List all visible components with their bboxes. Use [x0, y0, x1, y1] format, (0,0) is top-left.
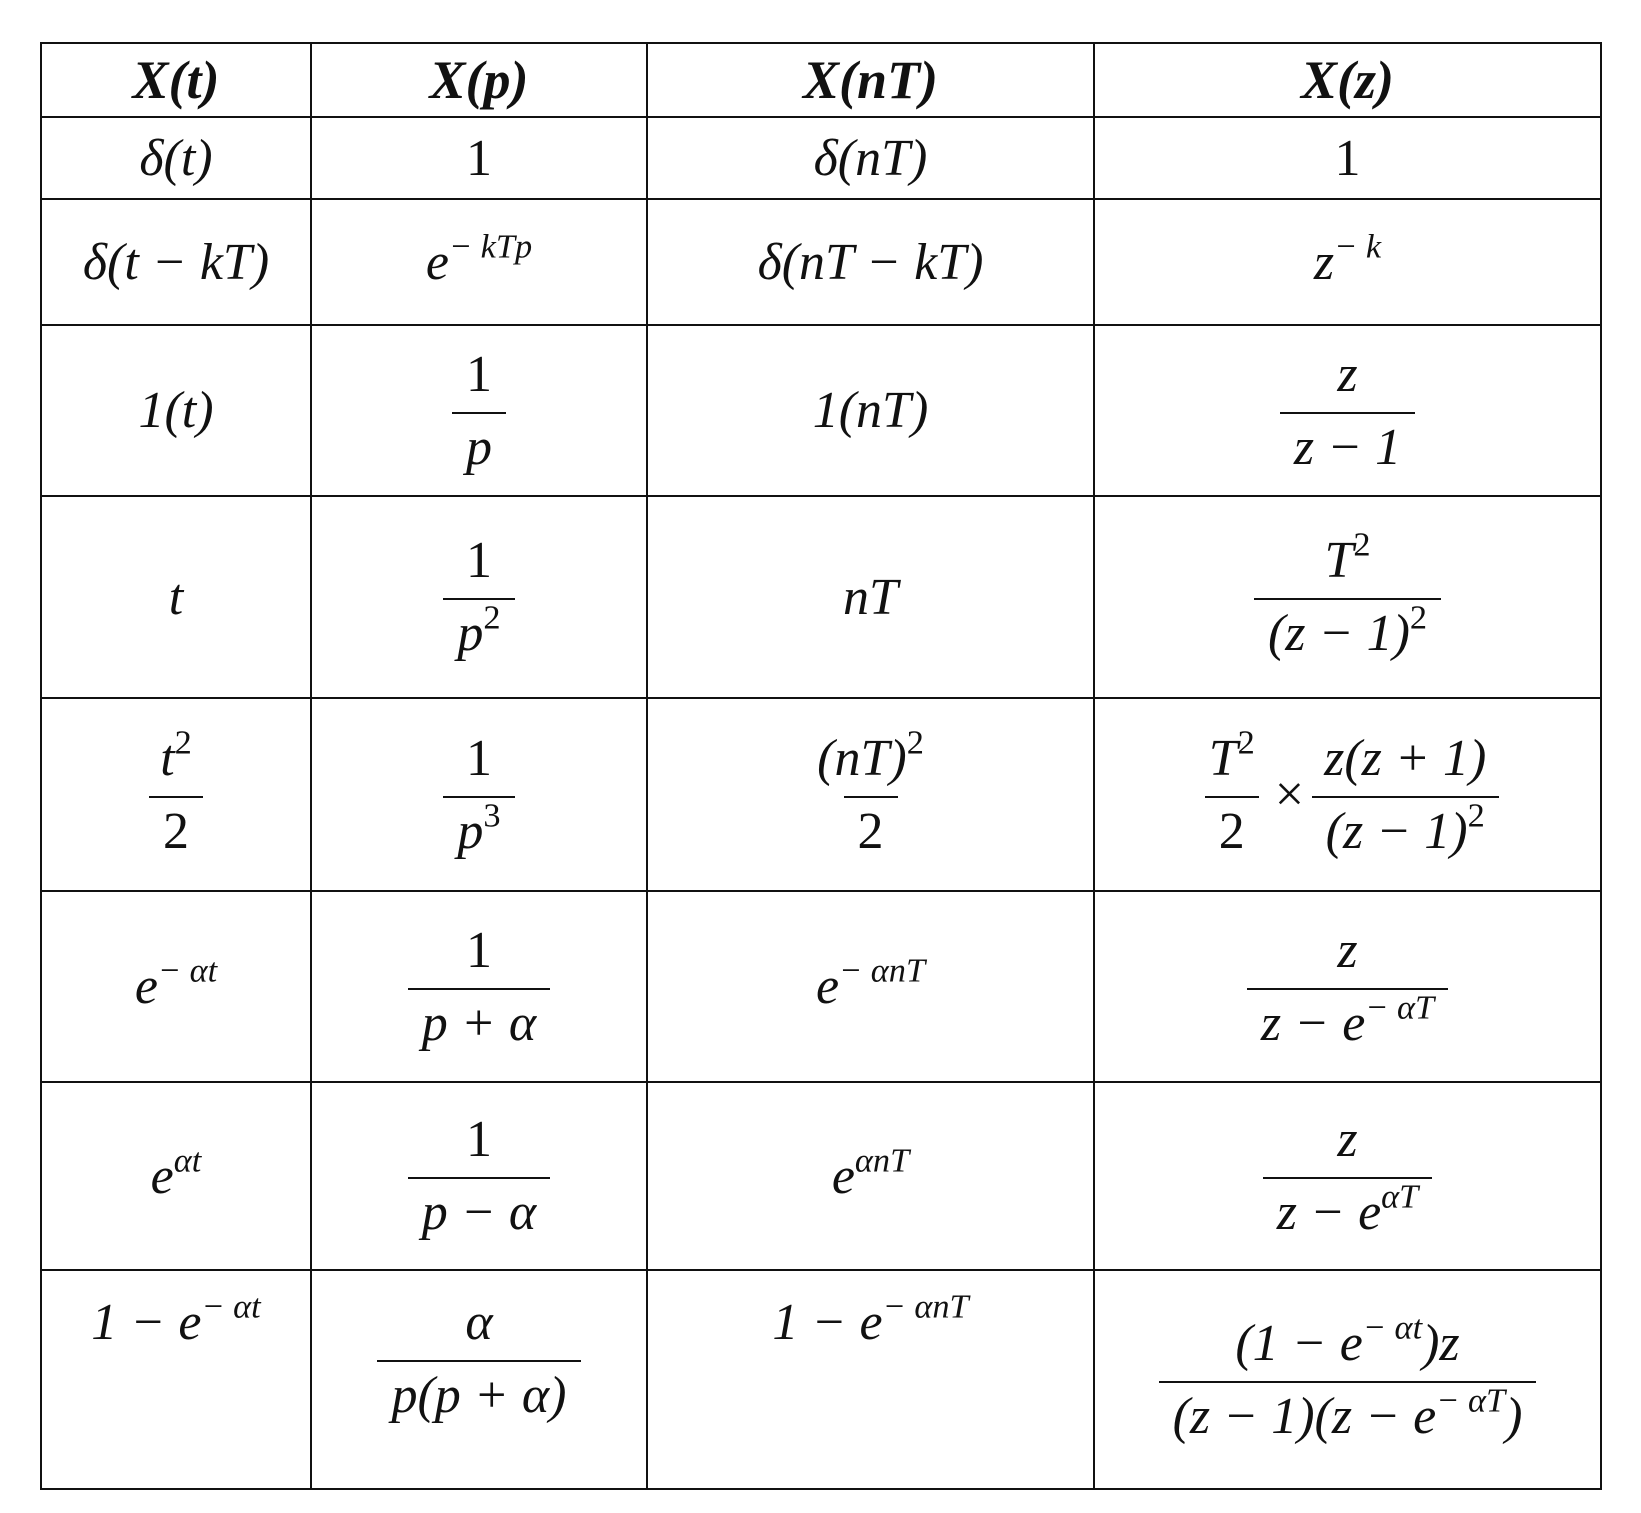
row7-xz-numerator: z [1337, 1111, 1358, 1168]
row5-xt-num-base: t [160, 729, 175, 787]
row2-xp-exponent: − kTp [448, 227, 533, 266]
row3-xnt [648, 326, 1095, 497]
row4-xp-denominator [443, 598, 514, 663]
row8-xz-den-part-b: ) [1505, 1387, 1523, 1445]
row2-xnt-value: δ(nT − kT) [757, 233, 984, 291]
row6-xz-denominator [1247, 988, 1448, 1053]
row2-xt-value: δ(t − kT) [82, 233, 270, 291]
row4-xt-value: t [168, 568, 184, 626]
row6-xnt-exponent: − αnT [839, 951, 926, 990]
row5-xnt-num-exponent: 2 [906, 723, 924, 762]
row1-xt [42, 118, 312, 200]
row2-xt [42, 200, 312, 326]
row8-xz [1095, 1271, 1600, 1488]
row8-xnt-exponent: − αnT [882, 1287, 969, 1326]
row5-xt-numerator [146, 723, 206, 788]
row3-xz [1095, 326, 1600, 497]
row7-xnt-exponent: αnT [854, 1141, 910, 1180]
row8-xt-expr [91, 1287, 261, 1352]
row3-xz-numerator: z [1337, 345, 1358, 403]
header-xt-label: X(t) [132, 50, 220, 110]
row6-xz-numerator: z [1337, 921, 1358, 979]
row2-xnt [648, 200, 1095, 326]
row6-xt-base: e [134, 958, 158, 1015]
row5-xz-f2-numerator: z(z + 1) [1324, 729, 1487, 787]
header-xz-label: X(z) [1301, 50, 1394, 110]
row5-xp-den-exponent: 3 [483, 796, 501, 835]
row2-xz-expr [1313, 227, 1382, 292]
row8-xz-denominator [1159, 1381, 1537, 1446]
row5-xz-f1-numerator [1195, 723, 1269, 788]
row8-xnt-expr [772, 1287, 969, 1352]
row5-xz-f2-den-base: (z − 1) [1325, 802, 1468, 860]
row1-xz-value: 1 [1334, 129, 1361, 187]
row7-xp-fraction [408, 1110, 550, 1242]
row5-xp [312, 699, 648, 892]
row4-xp [312, 497, 648, 699]
row4-xz-den-base: (z − 1) [1267, 605, 1410, 662]
row8-xp [312, 1271, 648, 1488]
row8-xt-exponent: − αt [201, 1287, 261, 1326]
row6-xp-fraction [408, 921, 550, 1053]
row5-xp-fraction [443, 729, 514, 861]
row1-xnt [648, 118, 1095, 200]
row5-xp-numerator: 1 [466, 729, 492, 787]
row5-xz-f1-num-exponent: 2 [1237, 723, 1255, 762]
row8-xnt [648, 1271, 1095, 1488]
row8-xt-base: 1 − e [91, 1294, 202, 1351]
row5-xz-f1-denominator: 2 [1205, 796, 1259, 861]
row4-xz-den-exponent: 2 [1409, 598, 1428, 637]
row4-xz-numerator [1310, 525, 1384, 590]
row2-xp-expr [425, 227, 533, 292]
row7-xt-base: e [150, 1147, 174, 1205]
row4-xz-fraction [1254, 525, 1441, 663]
row6-xz-fraction [1247, 921, 1448, 1053]
row5-xp-denominator [443, 796, 514, 861]
row6-xt-exponent: − αt [157, 951, 218, 990]
row7-xp-denominator: p − α [408, 1177, 550, 1242]
row7-xz-denominator [1263, 1177, 1433, 1242]
row5-xz-fraction-1 [1195, 723, 1269, 861]
row8-xz-den-exponent: − αT [1436, 1381, 1506, 1420]
row2-xz [1095, 200, 1600, 326]
row3-xt-value: 1(t) [138, 382, 214, 439]
row6-xt [42, 892, 312, 1083]
row7-xt-expr [150, 1141, 202, 1206]
row5-xz-f2-den-exponent: 2 [1467, 796, 1485, 835]
header-xp-label: X(p) [429, 50, 529, 110]
row5-xt-fraction [146, 723, 206, 861]
row4-xnt-value: nT [843, 568, 898, 626]
row6-xnt-expr [815, 951, 926, 1016]
row5-xnt-num-base: (nT) [817, 729, 907, 787]
row1-xz [1095, 118, 1600, 200]
row7-xnt [648, 1083, 1095, 1271]
row1-xnt-value: δ(nT) [813, 129, 928, 187]
row4-xt [42, 497, 312, 699]
row6-xnt [648, 892, 1095, 1083]
row7-xt [42, 1083, 312, 1271]
row4-xp-den-base: p [457, 605, 484, 662]
multiply-sign: × [1274, 766, 1305, 823]
row7-xp [312, 1083, 648, 1271]
row1-xp [312, 118, 648, 200]
row5-xz-f2-denominator [1312, 796, 1499, 861]
row4-xz-denominator [1254, 598, 1441, 663]
row8-xp-denominator: p(p + α) [377, 1360, 580, 1425]
header-xnt [648, 44, 1095, 118]
row5-xz [1095, 699, 1600, 892]
row7-xp-numerator: 1 [465, 1111, 492, 1168]
row4-xp-fraction [443, 531, 514, 663]
row4-xp-den-exponent: 2 [483, 598, 501, 637]
header-xnt-label: X(nT) [803, 50, 938, 110]
row6-xnt-base: e [815, 958, 840, 1015]
row7-xz-den-base: z − e [1276, 1184, 1382, 1241]
row6-xp-numerator: 1 [465, 921, 492, 979]
row5-xnt-numerator [803, 723, 938, 788]
header-xz [1095, 44, 1600, 118]
row2-xp [312, 200, 648, 326]
row8-xz-den-part-a: (z − 1)(z − e [1172, 1387, 1437, 1445]
row6-xp [312, 892, 648, 1083]
row2-xz-base: z [1313, 233, 1335, 291]
row8-xz-fraction [1159, 1308, 1537, 1446]
row5-xt [42, 699, 312, 892]
row5-xz-fraction-2 [1310, 729, 1500, 861]
row3-xnt-value: 1(nT) [812, 382, 929, 439]
row2-xz-exponent: − k [1334, 227, 1382, 266]
row8-xz-num-part-b: )z [1422, 1314, 1460, 1372]
row8-xp-fraction [377, 1293, 580, 1425]
row8-xp-numerator: α [465, 1294, 493, 1351]
row1-xt-value: δ(t) [139, 129, 213, 187]
row7-xz-den-exponent: αT [1381, 1177, 1419, 1216]
row3-xz-denominator: z − 1 [1280, 412, 1415, 477]
row6-xp-denominator: p + α [408, 988, 550, 1053]
row4-xz-num-exponent: 2 [1353, 525, 1371, 564]
row8-xz-numerator [1221, 1308, 1473, 1373]
row7-xnt-base: e [831, 1147, 855, 1205]
row5-xnt-denominator: 2 [844, 796, 898, 861]
row3-xp-fraction [452, 345, 506, 477]
row4-xz-num-base: T [1324, 532, 1354, 589]
row4-xp-numerator: 1 [466, 532, 492, 589]
row5-xz-f1-num-base: T [1208, 729, 1238, 787]
row2-xp-base: e [425, 233, 449, 291]
row6-xz-den-exponent: − αT [1365, 988, 1435, 1027]
row8-xt [42, 1271, 312, 1488]
z-transform-table [40, 42, 1602, 1490]
row5-xt-num-exponent: 2 [174, 723, 192, 762]
row8-xz-num-part-a: (1 − e [1235, 1314, 1363, 1372]
row5-xnt-fraction [803, 723, 938, 861]
row3-xp-denominator: p [452, 412, 506, 477]
row3-xp [312, 326, 648, 497]
row6-xz-den-base: z − e [1260, 994, 1366, 1052]
row5-xnt [648, 699, 1095, 892]
row7-xz-fraction [1263, 1110, 1433, 1242]
row7-xz [1095, 1083, 1600, 1271]
row5-xp-den-base: p [457, 802, 484, 860]
row3-xp-numerator: 1 [466, 345, 492, 403]
row6-xt-expr [134, 951, 218, 1016]
row6-xz [1095, 892, 1600, 1083]
row3-xz-fraction [1280, 345, 1415, 477]
row8-xnt-base: 1 − e [772, 1294, 883, 1351]
row7-xt-exponent: αt [173, 1141, 202, 1180]
row5-xt-denominator: 2 [149, 796, 203, 861]
header-xp [312, 44, 648, 118]
row7-xnt-expr [831, 1141, 910, 1206]
header-xt [42, 44, 312, 118]
row3-xt [42, 326, 312, 497]
row4-xz [1095, 497, 1600, 699]
row8-xz-num-exponent: − αt [1362, 1308, 1423, 1347]
row1-xp-value: 1 [466, 129, 492, 187]
row4-xnt [648, 497, 1095, 699]
